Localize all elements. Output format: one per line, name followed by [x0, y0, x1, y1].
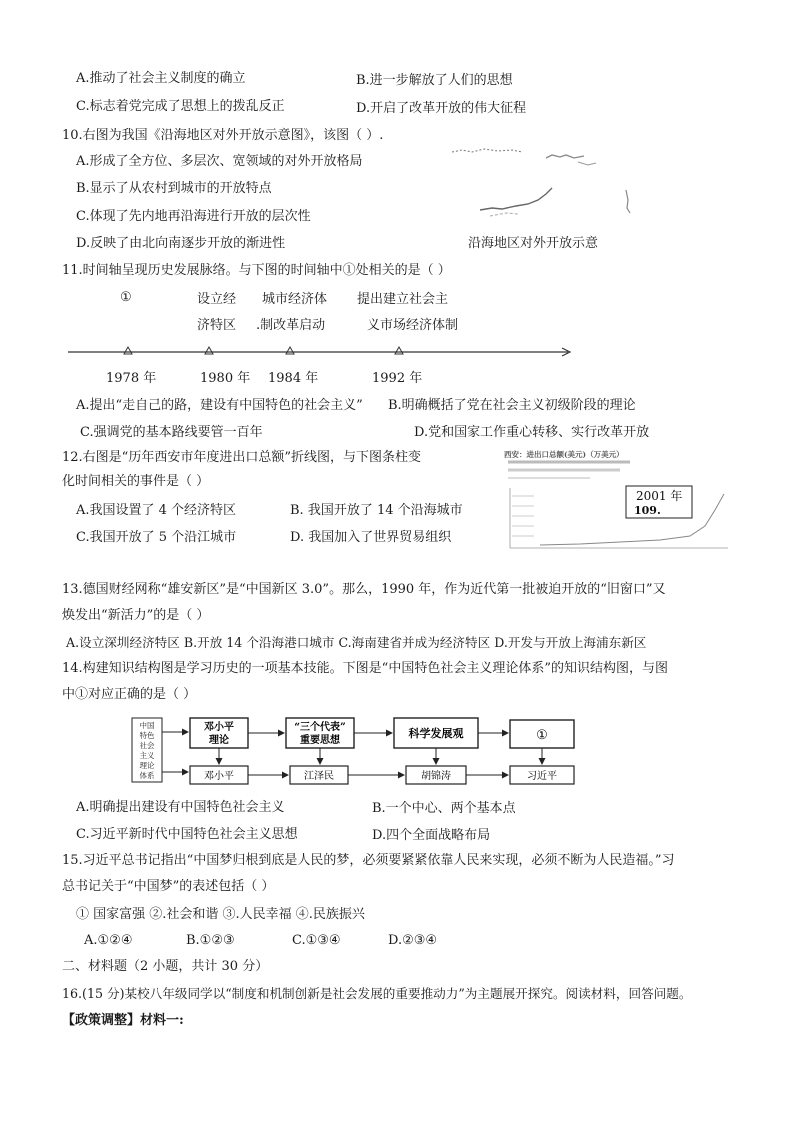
- q15-stem-line1: 15.习近平总书记指出“中国梦归根到底是人民的梦，必须要紧紧依靠人民来实现，必须不断为人民造福。”习: [62, 853, 675, 868]
- box-deng-theory-l1: 邓小平: [204, 722, 234, 733]
- box-three-represents-l1: “三个代表”: [294, 722, 346, 733]
- q10-option-d: D.反映了由北向南逐步开放的渐进性: [76, 236, 286, 251]
- q12-option-a: A.我国设置了 4 个经济特区: [76, 503, 237, 518]
- timeline-axis: [68, 344, 576, 360]
- box-blank-1-text: ①: [536, 728, 548, 743]
- q15-option-a: A.①②④: [84, 933, 133, 948]
- timeline-event-2-line1: 设立经: [197, 292, 237, 307]
- q12-option-b: B. 我国开放了 14 个沿海城市: [290, 503, 463, 518]
- q11-option-c: C.强调党的基本路线要管一百年: [80, 425, 263, 440]
- box-deng-theory-l2: 理论: [209, 735, 229, 746]
- q13-stem-line1: 13.德国财经网称“雄安新区”是“中国新区 3.0”。那么，1990 年，作为近代第一批被迫开放的“旧窗口”又: [62, 582, 666, 597]
- timeline-event-2-line2: 济特区: [197, 318, 237, 333]
- q10-option-b: B.显示了从农村到城市的开放特点: [76, 181, 272, 196]
- q11-option-d: D.党和国家工作重心转移、实行改革开放: [414, 425, 650, 440]
- section-2-heading: 二、材料题（2 小题，共计 30 分）: [62, 959, 269, 974]
- q12-stem-line2: 化时间相关的事件是（ ）: [62, 474, 210, 489]
- timeline-marker-1978: [124, 347, 132, 354]
- q14-option-a: A.明确提出建设有中国特色社会主义: [76, 800, 285, 815]
- box-scientific-outlook-text: 科学发展观: [408, 727, 464, 740]
- timeline-marker-1984: [286, 347, 294, 354]
- q15-option-d: D.②③④: [388, 933, 438, 948]
- q11-option-a: A.提出“走自己的路，建设有中国特色的社会主义”: [76, 398, 363, 413]
- timeline-year-1992: 1992 年: [372, 371, 423, 386]
- q9-option-b: B.进一步解放了人们的思想: [356, 73, 513, 88]
- timeline-marker-1980: [205, 347, 213, 354]
- timeline-marker-1992: [395, 347, 403, 354]
- box-three-represents-l2: 重要思想: [300, 735, 340, 746]
- chart-title: 西安：进出口总额(美元)（万美元）: [504, 450, 624, 459]
- q14-option-c: C.习近平新时代中国特色社会主义思想: [76, 827, 298, 842]
- q12-option-c: C.我国开放了 5 个沿江城市: [76, 530, 237, 545]
- q10-stem: 10.右图为我国《沿海地区对外开放示意图》，该图（ ）.: [62, 128, 384, 143]
- left-char-3: 社会: [139, 741, 155, 750]
- timeline-year-1978: 1978 年: [106, 371, 157, 386]
- box-leader-xi-text: 习近平: [527, 771, 557, 782]
- q9-option-d: D.开启了改革开放的伟大征程: [356, 101, 527, 116]
- timeline-event-3-line1: 城市经济体: [262, 292, 328, 307]
- left-char-4: 主义: [139, 751, 155, 760]
- q16-stem: 16.(15 分)某校八年级同学以“制度和机制创新是社会发展的重要推动力”为主题展开探究。阅读材料，回答问题。: [62, 986, 692, 1001]
- q11-option-b: B.明确概括了党在社会主义初级阶段的理论: [388, 398, 636, 413]
- left-char-6: 体系: [139, 771, 155, 780]
- timeline-event-4-line2: 义市场经济体制: [367, 318, 459, 333]
- q12-stem-line1: 12.右图是“历年西安市年度进出口总额”折线图，与下图条柱变: [62, 450, 421, 465]
- box-leader-deng-text: 邓小平: [204, 771, 234, 782]
- box-leader-jiang-text: 江泽民: [304, 771, 334, 782]
- q14-option-b: B.一个中心、两个基本点: [372, 801, 516, 816]
- q9-option-c: C.标志着党完成了思想上的拨乱反正: [76, 99, 285, 114]
- q13-options: A.设立深圳经济特区 B.开放 14 个沿海港口城市 C.海南建省并成为经济特区 D.开发与开放上海浦东新区: [66, 635, 647, 650]
- q10-option-a: A.形成了全方位、多层次、宽领域的对外开放格局: [76, 154, 363, 169]
- timeline-event-4-line1: 提出建立社会主: [357, 292, 449, 307]
- q10-option-c: C.体现了先内地再沿海进行开放的层次性: [76, 209, 311, 224]
- q15-stem-line2: 总书记关于“中国梦”的表述包括（ ）: [62, 879, 275, 894]
- theory-structure-diagram: [130, 712, 580, 788]
- timeline-year-1980: 1980 年: [200, 371, 251, 386]
- q13-stem-line2: 焕发出“新活力”的是（ ）: [62, 608, 210, 623]
- box-leader-hu-text: 胡锦涛: [421, 771, 451, 782]
- import-export-chart: [500, 448, 732, 556]
- timeline-event-1-label: ①: [120, 290, 132, 305]
- chart-callout-value: 109.: [634, 504, 661, 517]
- q15-option-c: C.①③④: [292, 933, 341, 948]
- chart-callout-year: 2001 年: [636, 489, 683, 503]
- timeline-event-3-line2: .制改革启动: [256, 318, 326, 333]
- q14-option-d: D.四个全面战略布局: [372, 828, 491, 843]
- q10-map-caption: 沿海地区对外开放示意: [468, 236, 599, 251]
- q12-option-d: D. 我国加入了世界贸易组织: [290, 530, 452, 545]
- left-char-5: 理论: [139, 761, 155, 770]
- q14-stem-line2: 中①对应正确的是（ ）: [62, 687, 197, 702]
- q14-stem-line1: 14.构建知识结构图是学习历史的一项基本技能。下图是“中国特色社会主义理论体系”的知识结构图，与图: [62, 661, 668, 676]
- left-char-2: 特色: [139, 731, 155, 740]
- q11-stem: 11.时间轴呈现历史发展脉络。与下图的时间轴中①处相关的是（ ）: [62, 263, 451, 278]
- q15-option-b: B.①②③: [186, 933, 235, 948]
- coastal-map-figure: [450, 138, 650, 230]
- q16-subheading: 【政策调整】材料一:: [62, 1013, 184, 1028]
- left-char-1: 中国: [139, 721, 155, 730]
- q15-items: ① 国家富强 ②.社会和谐 ③.人民幸福 ④.民族振兴: [76, 907, 365, 922]
- timeline-year-1984: 1984 年: [268, 371, 319, 386]
- q9-option-a: A.推动了社会主义制度的确立: [76, 71, 246, 86]
